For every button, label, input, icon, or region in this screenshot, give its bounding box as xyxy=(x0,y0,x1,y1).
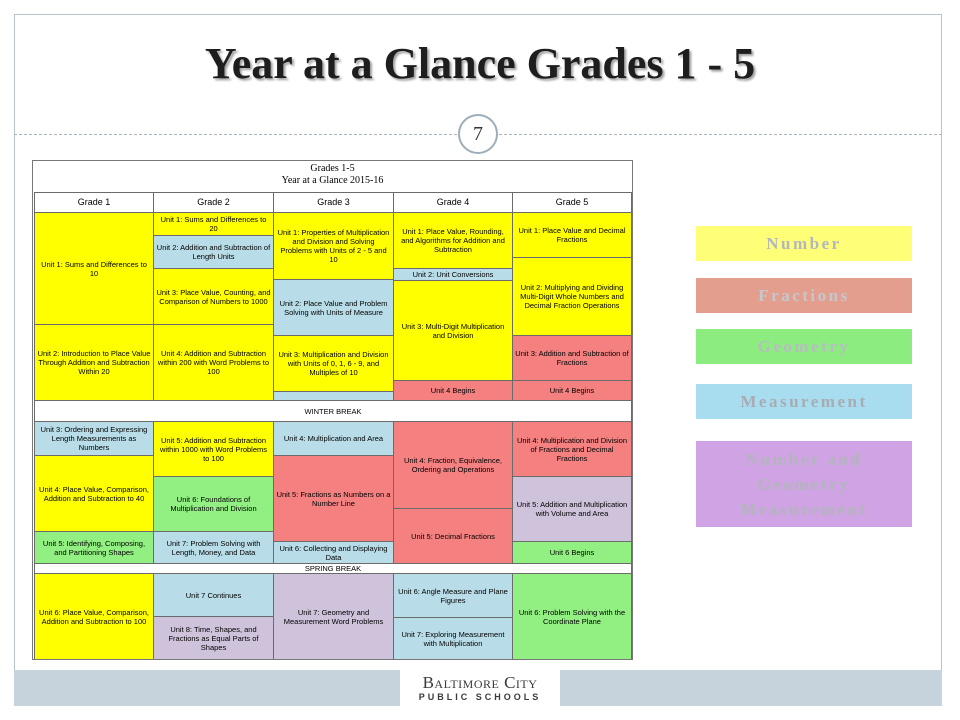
g5-unit-5: Unit 5: Addition and Multiplication with Volume and Area xyxy=(512,476,632,542)
g2-unit-3: Unit 3: Place Value, Counting, and Comparison of Numbers to 1000 xyxy=(153,268,274,325)
g1-unit-6: Unit 6: Place Value, Comparison, Addition and Subtraction to 100 xyxy=(34,573,154,660)
g5-unit-1: Unit 1: Place Value and Decimal Fractions xyxy=(512,212,632,258)
g3-unit-4: Unit 4: Multiplication and Area xyxy=(273,421,394,456)
g4-unit-3: Unit 3: Multi-Digit Multiplication and Division xyxy=(393,280,513,381)
logo-line-1: Baltimore City xyxy=(422,673,538,692)
g4-unit-1: Unit 1: Place Value, Rounding, and Algorithms for Addition and Subtraction xyxy=(393,212,513,269)
g4-unit-6: Unit 6: Angle Measure and Plane Figures xyxy=(393,573,513,618)
g3-unit-6: Unit 6: Collecting and Displaying Data xyxy=(273,541,394,564)
g3-unit-2: Unit 2: Place Value and Problem Solving with Units of Measure xyxy=(273,279,394,336)
g4-unit-7: Unit 7: Exploring Measurement with Multiplication xyxy=(393,617,513,660)
g4-unit-4: Unit 4: Fraction, Equivalence, Ordering and Operations xyxy=(393,421,513,509)
g1-unit-1: Unit 1: Sums and Differences to 10 xyxy=(34,212,154,325)
g1-unit-4: Unit 4: Place Value, Comparison, Addition and Subtraction to 40 xyxy=(34,455,154,532)
legend-fractions: Fractions xyxy=(696,278,912,313)
legend-number: Number xyxy=(696,226,912,261)
g5-unit-4-begins: Unit 4 Begins xyxy=(512,380,632,401)
g2-unit-5: Unit 5: Addition and Subtraction within 1000 with Word Problems to 100 xyxy=(153,421,274,477)
page-number: 7 xyxy=(458,114,498,154)
g2-unit-1: Unit 1: Sums and Differences to 20 xyxy=(153,212,274,236)
caption-line-1: Grades 1-5 xyxy=(310,163,355,174)
g3-unit-5: Unit 5: Fractions as Numbers on a Number Line xyxy=(273,455,394,542)
baltimore-city-logo xyxy=(400,670,560,706)
legend-nag-line-2: Geometry xyxy=(757,474,851,494)
g4-unit-4-begins: Unit 4 Begins xyxy=(393,380,513,401)
g2-unit-6: Unit 6: Foundations of Multiplication and Division xyxy=(153,476,274,532)
legend-geometry: Geometry xyxy=(696,329,912,364)
header-grade-1: Grade 1 xyxy=(34,192,154,213)
legend-nag-line-1: Number and xyxy=(745,449,863,469)
header-grade-2: Grade 2 xyxy=(153,192,274,213)
g3-unit-3: Unit 3: Multiplication and Division with Units of 0, 1, 6 - 9, and Multiples of 10 xyxy=(273,335,394,392)
slide-title: Year at a Glance Grades 1 - 5 xyxy=(204,39,756,88)
g2-unit-7: Unit 7: Problem Solving with Length, Money, and Data xyxy=(153,531,274,564)
g3-unit-1: Unit 1: Properties of Multiplication and Division and Solving Problems with Units of 2 - 5 and 10 xyxy=(273,212,394,280)
g1-unit-2: Unit 2: Introduction to Place Value Through Addition and Subtraction Within 20 xyxy=(34,324,154,401)
g5-unit-4: Unit 4: Multiplication and Division of Fractions and Decimal Fractions xyxy=(512,421,632,477)
caption-line-2: Year at a Glance 2015-16 xyxy=(281,175,384,186)
g2-unit-2: Unit 2: Addition and Subtraction of Length Units xyxy=(153,235,274,269)
g1-unit-5: Unit 5: Identifying, Composing, and Partitioning Shapes xyxy=(34,531,154,564)
g5-unit-3: Unit 3: Addition and Subtraction of Fractions xyxy=(512,335,632,381)
g5-unit-6-begins: Unit 6 Begins xyxy=(512,541,632,564)
logo-line-2: PUBLIC SCHOOLS xyxy=(418,692,542,702)
g1-unit-3: Unit 3: Ordering and Expressing Length Measurements as Numbers xyxy=(34,421,154,456)
year-at-a-glance-table xyxy=(32,160,633,660)
spring-break-band: SPRING BREAK xyxy=(34,563,632,574)
header-grade-5: Grade 5 xyxy=(512,192,632,213)
g4-unit-2: Unit 2: Unit Conversions xyxy=(393,268,513,281)
g2-unit-8: Unit 8: Time, Shapes, and Fractions as Equal Parts of Shapes xyxy=(153,616,274,660)
g5-unit-6: Unit 6: Problem Solving with the Coordinate Plane xyxy=(512,573,632,660)
legend-measurement: Measurement xyxy=(696,384,912,419)
winter-break-band: WINTER BREAK xyxy=(34,400,632,422)
g4-unit-5: Unit 5: Decimal Fractions xyxy=(393,508,513,564)
header-grade-4: Grade 4 xyxy=(393,192,513,213)
g2-unit-4: Unit 4: Addition and Subtraction within 200 with Word Problems to 100 xyxy=(153,324,274,401)
g5-unit-2: Unit 2: Multiplying and Dividing Multi-Digit Whole Numbers and Decimal Fraction Operations xyxy=(512,257,632,336)
table-caption xyxy=(33,161,632,187)
header-grade-3: Grade 3 xyxy=(273,192,394,213)
g2-unit-7-continues: Unit 7 Continues xyxy=(153,573,274,617)
legend-number-geometry-measurement xyxy=(696,441,912,527)
legend-nag-line-3: Measurement xyxy=(740,499,868,519)
g3-unit-7: Unit 7: Geometry and Measurement Word Problems xyxy=(273,573,394,660)
